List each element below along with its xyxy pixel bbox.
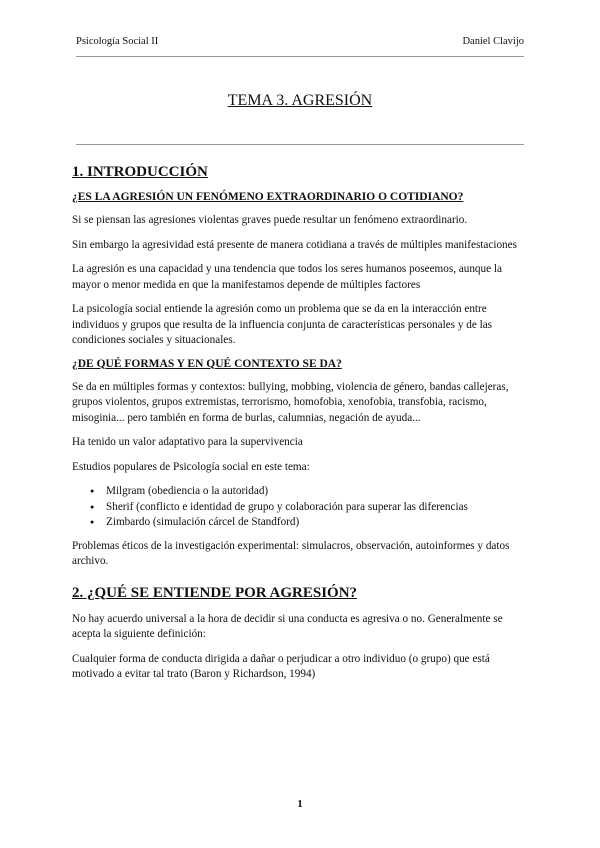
paragraph: Sin embargo la agresividad está presente de manera cotidiana a través de múltiples manifestaciones <box>72 238 517 251</box>
paragraph: Ha tenido un valor adaptativo para la supervivencia <box>72 436 303 448</box>
list-item: ● Milgram (obediencia o la autoridad) <box>92 484 532 500</box>
section-heading-introduccion: 1. INTRODUCCIÓN <box>72 164 208 180</box>
document-body <box>72 164 532 692</box>
subheading-extraordinario: ¿ES LA AGRESIÓN UN FENÓMENO EXTRAORDINARIO O COTIDIANO? <box>72 191 464 203</box>
paragraph: Problemas éticos de la investigación experimental: simulacros, observación, autoinformes y datos archivo. <box>72 539 510 567</box>
page-header <box>76 36 524 47</box>
subheading-formas-contexto: ¿DE QUÉ FORMAS Y EN QUÉ CONTEXTO SE DA? <box>72 357 342 370</box>
paragraph: No hay acuerdo universal a la hora de decidir si una conducta es agresiva o no. Generalmente se acepta la siguiente definición: <box>72 612 503 640</box>
paragraph: Cualquier forma de conducta dirigida a dañar o perjudicar a otro individuo (o grupo) que está motivado a evitar tal trato (Baron y Richardson, 1994) <box>72 652 490 680</box>
title-divider <box>76 144 524 145</box>
header-divider <box>76 56 524 57</box>
paragraph: La psicología social entiende la agresión como un problema que se da en la interacción entre individuos y grupos que resulta de la influencia conjunta de características personales y de las condiciones sociales y situacionales. <box>72 303 493 346</box>
studies-list <box>72 484 532 531</box>
paragraph: La agresión es una capacidad y una tendencia que todos los seres humanos poseemos, aunque la mayor o menor medida en que la manifestamos depende de múltiples factores <box>72 263 502 291</box>
header-right: Daniel Clavijo <box>462 36 524 47</box>
list-item: ● Zimbardo (simulación cárcel de Standford) <box>92 515 532 531</box>
document-title: TEMA 3. AGRESIÓN <box>227 92 373 109</box>
paragraph: Se da en múltiples formas y contextos: bullying, mobbing, violencia de género, bandas callejeras, grupos violentos, grupos extremistas, terrorismo, homofobia, xenofobia, transfobia, racismo, misoginia... pero también en forma de burlas, calumnias, negación de ayuda... <box>72 380 509 424</box>
paragraph: Estudios populares de Psicología social en este tema: <box>72 460 310 473</box>
paragraph: Si se piensan las agresiones violentas graves puede resultar un fenómeno extraordinario. <box>72 214 468 226</box>
header-left: Psicología Social II <box>76 36 159 47</box>
section-heading-definicion: 2. ¿QUÉ SE ENTIENDE POR AGRESIÓN? <box>72 584 358 601</box>
list-item: ● Sherif (conflicto e identidad de grupo y colaboración para superar las diferencias <box>92 500 532 516</box>
page-number: 1 <box>297 798 303 810</box>
